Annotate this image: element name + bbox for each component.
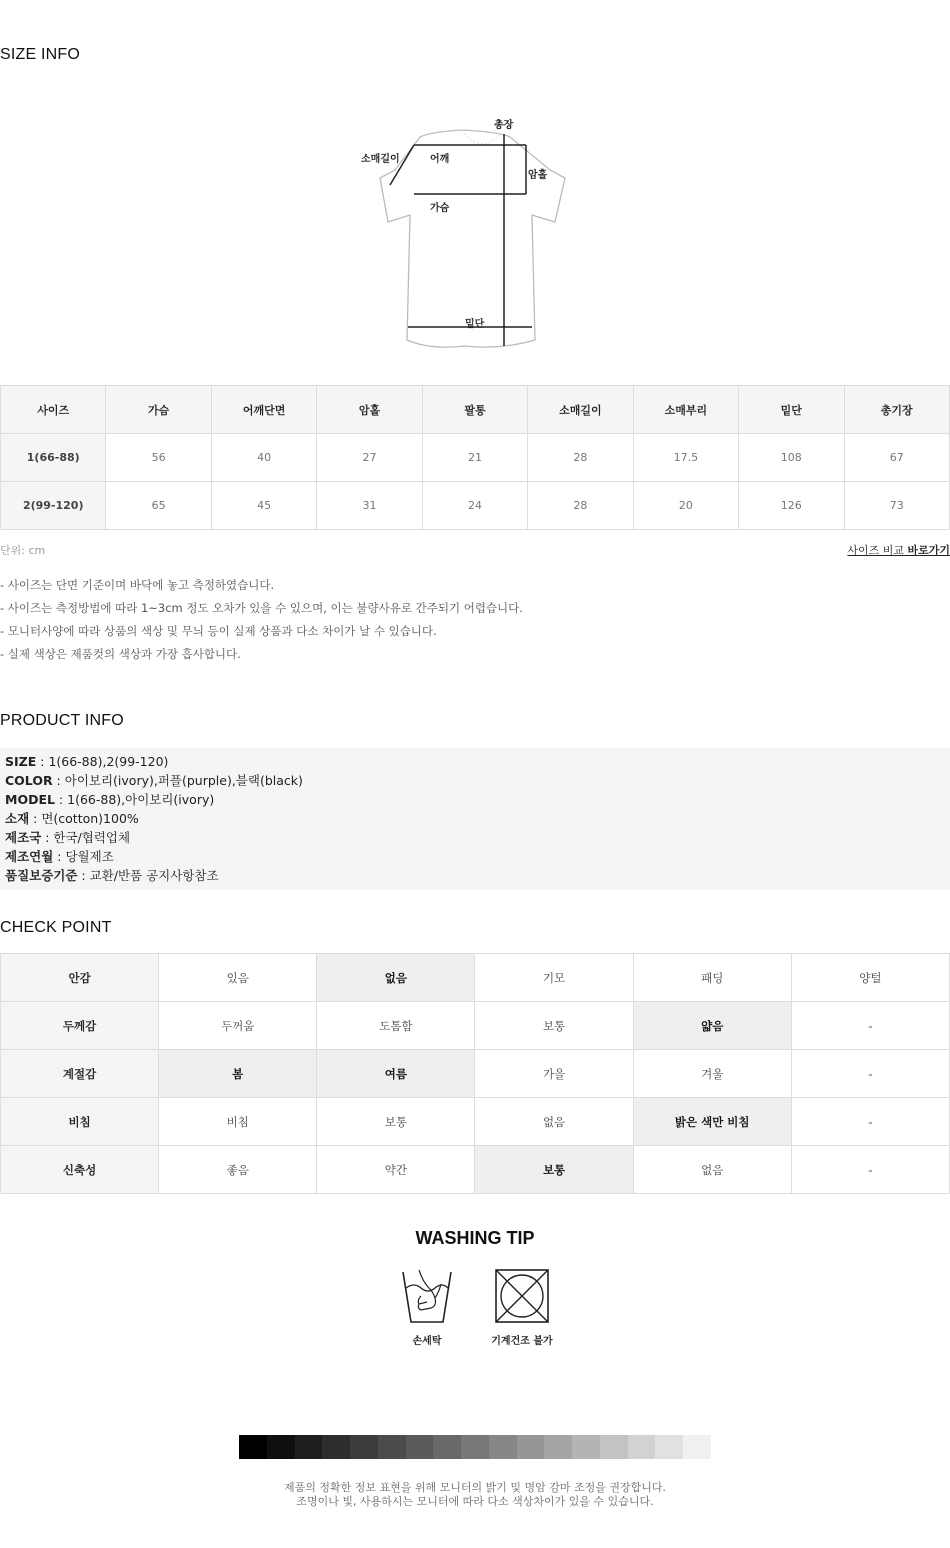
size-diagram: [350, 110, 580, 355]
table-row: [1, 1098, 950, 1146]
size-cell: 24: [422, 482, 527, 530]
size-header-cell: 암홀: [317, 386, 422, 434]
size-cell: 67: [844, 434, 950, 482]
check-row-label: 두께감: [1, 1002, 159, 1050]
check-option: 없음: [633, 1146, 791, 1194]
product-info-row: [5, 847, 945, 866]
diagram-label-hem: 밑단: [465, 319, 485, 330]
size-table-header: [1, 386, 950, 434]
grayscale-swatch: [628, 1435, 656, 1459]
diagram-label-sleeve-length: 소매길이: [361, 154, 400, 165]
size-cell: 126: [739, 482, 844, 530]
product-info-key: 품질보증기준: [5, 868, 78, 883]
size-row-label: 2(99-120): [1, 482, 106, 530]
check-option: 겨울: [633, 1050, 791, 1098]
check-option: 좋음: [159, 1146, 317, 1194]
wash-label: 기계건조 불가: [491, 1336, 553, 1347]
size-cell: 65: [106, 482, 211, 530]
product-info-key: SIZE: [5, 754, 37, 769]
check-option: 보통: [317, 1098, 475, 1146]
size-header-cell: 사이즈: [1, 386, 106, 434]
product-info-separator: :: [41, 830, 54, 845]
product-info-value: 1(66-88),2(99-120): [48, 754, 169, 769]
grayscale-swatch: [406, 1435, 434, 1459]
size-row-label: 1(66-88): [1, 434, 106, 482]
check-row-label: 비침: [1, 1098, 159, 1146]
hand-wash-icon: [397, 1268, 457, 1326]
unit-label: 단위: cm: [0, 544, 46, 557]
check-option: 약간: [317, 1146, 475, 1194]
product-info-row: [5, 752, 945, 771]
product-info-key: 제조연월: [5, 849, 54, 864]
size-cell: 73: [844, 482, 950, 530]
table-row: [1, 1050, 950, 1098]
monitor-notice-line: 제품의 정확한 정보 표현을 위해 모니터의 밝기 및 명암 감마 조정을 권장합니다.: [284, 1481, 666, 1494]
wash-item-no-tumble-dry: [486, 1268, 558, 1347]
size-note: - 사이즈는 단면 기준이며 바닥에 놓고 측정하였습니다.: [0, 578, 275, 592]
check-option: -: [791, 1050, 949, 1098]
check-option: 두꺼움: [159, 1002, 317, 1050]
size-cell: 28: [528, 434, 633, 482]
size-cell: 56: [106, 434, 211, 482]
size-cell: 28: [528, 482, 633, 530]
diagram-label-chest: 가슴: [430, 203, 450, 214]
grayscale-swatch: [489, 1435, 517, 1459]
product-info-separator: :: [54, 792, 68, 807]
grayscale-swatch: [517, 1435, 545, 1459]
product-info-row: [5, 866, 945, 885]
check-option: 보통: [475, 1002, 633, 1050]
grayscale-swatch: [683, 1435, 711, 1459]
size-cell: 31: [317, 482, 422, 530]
size-cell: 45: [211, 482, 316, 530]
diagram-label-shoulder: 어깨: [430, 154, 450, 165]
size-cell: 20: [633, 482, 738, 530]
diagram-label-armhole: 암홀: [528, 170, 548, 181]
check-row-label: 계절감: [1, 1050, 159, 1098]
product-info-separator: :: [36, 754, 49, 769]
check-option: 얇음: [633, 1002, 791, 1050]
product-info-separator: :: [52, 773, 65, 788]
product-info-value: 1(66-88),아이보리(ivory): [67, 792, 215, 807]
size-cell: 17.5: [633, 434, 738, 482]
check-option: 도톰함: [317, 1002, 475, 1050]
grayscale-swatch: [322, 1435, 350, 1459]
size-cell: 108: [739, 434, 844, 482]
table-row: [1, 1146, 950, 1194]
grayscale-calibration-bar: [239, 1435, 711, 1459]
product-info-key: 소재: [5, 811, 30, 826]
size-info-title: SIZE INFO: [0, 46, 81, 63]
size-note: - 사이즈는 측정방법에 따라 1~3cm 정도 오차가 있을 수 있으며, 이는 불량사유로 간주되기 어렵습니다.: [0, 601, 523, 615]
monitor-notice: [0, 1481, 950, 1509]
product-info-row: [5, 828, 945, 847]
check-option: 기모: [475, 954, 633, 1002]
check-option: -: [791, 1002, 949, 1050]
check-option: 보통: [475, 1146, 633, 1194]
grayscale-swatch: [572, 1435, 600, 1459]
check-option: 가을: [475, 1050, 633, 1098]
check-point-title: CHECK POINT: [0, 919, 112, 936]
product-info-row: [5, 790, 945, 809]
size-notes: [0, 574, 523, 666]
check-point-table: [0, 953, 950, 1194]
size-header-cell: 가슴: [106, 386, 211, 434]
check-option: 양털: [791, 954, 949, 1002]
size-header-cell: 총기장: [844, 386, 950, 434]
check-option: 봄: [159, 1050, 317, 1098]
product-info-value: 교환/반품 공지사항참조: [89, 868, 219, 883]
check-row-label: 안감: [1, 954, 159, 1002]
grayscale-swatch: [461, 1435, 489, 1459]
size-header-cell: 밑단: [739, 386, 844, 434]
check-option: 없음: [317, 954, 475, 1002]
monitor-notice-line: 조명이나 빛, 사용하시는 모니터에 따라 다소 색상차이가 있을 수 있습니다.: [296, 1495, 654, 1508]
washing-tip-title: WASHING TIP: [415, 1228, 535, 1248]
size-table: [0, 385, 950, 530]
grayscale-swatch: [350, 1435, 378, 1459]
product-info-title: PRODUCT INFO: [0, 712, 124, 729]
size-cell: 40: [211, 434, 316, 482]
check-row-label: 신축성: [1, 1146, 159, 1194]
grayscale-swatch: [544, 1435, 572, 1459]
size-header-cell: 소매길이: [528, 386, 633, 434]
product-info-value: 면(cotton)100%: [41, 811, 139, 826]
product-info-box: [0, 748, 950, 890]
size-note: - 모니터사양에 따라 상품의 색상 및 무늬 등이 실제 상품과 다소 차이가 날 수 있습니다.: [0, 624, 437, 638]
check-option: 패딩: [633, 954, 791, 1002]
product-info-value: 아이보리(ivory),퍼플(purple),블랙(black): [64, 773, 303, 788]
size-cell: 27: [317, 434, 422, 482]
check-option: 없음: [475, 1098, 633, 1146]
check-option: 있음: [159, 954, 317, 1002]
grayscale-swatch: [655, 1435, 683, 1459]
table-row: [1, 1002, 950, 1050]
check-option: 비침: [159, 1098, 317, 1146]
size-header-cell: 팔통: [422, 386, 527, 434]
wash-label: 손세탁: [412, 1336, 442, 1347]
no-tumble-dry-icon: [492, 1268, 552, 1326]
table-row: [1, 434, 950, 482]
product-info-key: 제조국: [5, 830, 42, 845]
product-info-key: MODEL: [5, 792, 55, 807]
product-info-value: 당월제조: [65, 849, 114, 864]
check-option: -: [791, 1146, 949, 1194]
size-compare-prefix: 사이즈 비교: [847, 544, 908, 557]
check-option: 여름: [317, 1050, 475, 1098]
grayscale-swatch: [239, 1435, 267, 1459]
grayscale-swatch: [378, 1435, 406, 1459]
product-info-separator: :: [29, 811, 42, 826]
grayscale-swatch: [600, 1435, 628, 1459]
wash-item-hand-wash: [396, 1268, 458, 1347]
size-compare-link-label: 바로가기: [907, 544, 950, 557]
diagram-label-length: 총장: [494, 120, 514, 131]
product-info-key: COLOR: [5, 773, 53, 788]
grayscale-swatch: [267, 1435, 295, 1459]
size-cell: 21: [422, 434, 527, 482]
product-info-separator: :: [77, 868, 90, 883]
table-row: [1, 482, 950, 530]
product-info-row: [5, 771, 945, 790]
size-compare-link[interactable]: [847, 542, 950, 558]
grayscale-swatch: [433, 1435, 461, 1459]
size-header-cell: 어깨단면: [211, 386, 316, 434]
check-option: 밝은 색만 비침: [633, 1098, 791, 1146]
check-option: -: [791, 1098, 949, 1146]
size-header-cell: 소매부리: [633, 386, 738, 434]
product-info-value: 한국/협력업체: [53, 830, 131, 845]
product-info-row: [5, 809, 945, 828]
grayscale-swatch: [295, 1435, 323, 1459]
size-note: - 실제 색상은 제품컷의 색상과 가장 흡사합니다.: [0, 647, 241, 661]
table-row: [1, 954, 950, 1002]
product-info-separator: :: [53, 849, 66, 864]
